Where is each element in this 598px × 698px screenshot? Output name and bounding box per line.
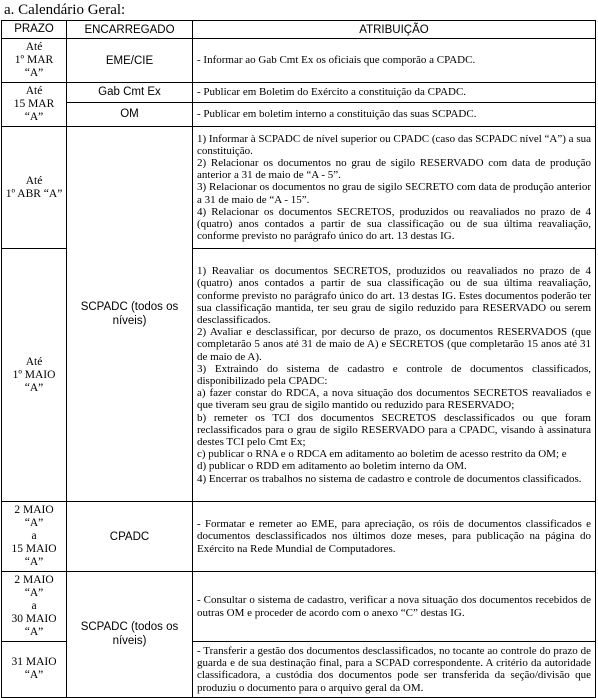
table-header-row — [2, 21, 596, 39]
atribuicao-cell — [193, 83, 596, 103]
table-row — [2, 102, 596, 126]
atribuicao-cell — [193, 127, 596, 249]
atribuicao-text: - Consultar o sistema de cadastro, verificar a nova situação dos documentos recebidos de outras OM e proceder de acordo com o anexo “C” destas IG. — [197, 594, 591, 619]
atribuicao-item: 3) Relacionar os documentos no grau de sigilo SECRETO com data de produção anterior a 31 de maio de “A - 15”. — [197, 181, 591, 206]
column-header-encarregado: ENCARREGADO — [67, 21, 193, 39]
encarregado-cell: OM — [67, 102, 193, 126]
atribuicao-item: c) publicar o RNA e o RDCA em aditamento ao boletim de acesso restrito da OM; e — [197, 448, 567, 461]
prazo-cell — [2, 249, 67, 502]
atribuicao-item: 1) Informar à SCPADC de nível superior ou CPADC (caso das SCPADC nível “A”) a sua constituição. — [197, 132, 591, 157]
table-row — [2, 83, 596, 103]
atribuicao-text: - Informar ao Gab Cmt Ex os oficiais que comporão a CPADC. — [197, 54, 476, 67]
atribuicao-text: - Publicar em boletim interno a constituição das suas SCPADC. — [197, 108, 477, 121]
prazo-line: Até — [25, 41, 43, 53]
atribuicao-item: 3) Extraindo do sistema de cadastro e controle de documentos classificados, disponibilizado pela CPADC: — [197, 362, 591, 387]
prazo-line: 2 MAIO “A” — [14, 504, 54, 529]
prazo-cell — [2, 39, 67, 83]
encarregado-cell: SCPADC (todos os níveis) — [67, 572, 193, 698]
atribuicao-cell — [193, 502, 596, 572]
table-row — [2, 502, 596, 572]
atribuicao-text: - Publicar em Boletim do Exército a constituição da CPADC. — [197, 86, 467, 99]
atribuicao-item: 4) Relacionar os documentos SECRETOS, produzidos ou reavaliados no prazo de 4 (quatro) anos contados a partir de sua classificação ou de sua última reavaliação, conforme previsto no parágrafo único do art. 13 destas IG. — [197, 205, 591, 243]
column-header-atribuicao: ATRIBUIÇÃO — [193, 21, 596, 39]
prazo-line: 30 MAIO “A” — [11, 613, 57, 638]
atribuicao-item: 4) Encerrar os trabalhos no sistema de cadastro e controle de documentos classificados. — [197, 472, 582, 485]
atribuicao-item: d) publicar o RDD em aditamento ao boletim interno da OM. — [197, 460, 467, 473]
atribuicao-item: 2) Relacionar os documentos no grau de sigilo RESERVADO com data de produção anterior a 31 de maio de “A - 5”. — [197, 156, 591, 182]
atribuicao-cell — [193, 249, 596, 502]
prazo-line: 1º MAR “A” — [14, 54, 54, 79]
atribuicao-text: - Transferir a gestão dos documentos desclassificados, no tocante ao controle do prazo de guarda e de sua destinação final, para a SCPAD correspondente. A critério da autoridade classificadora, a custódia dos documentos pode ser transferida da seção/divisão que produziu o documento para o arquivo geral da OM. — [197, 645, 591, 694]
atribuicao-item: 1) Reavaliar os documentos SECRETOS, produzidos ou reavaliados no prazo de 4 (quatro) anos contados a partir de sua classificação ou de sua última reavaliação, conforme previsto no parágrafo único do art. 13 destas IG. Estes documentos poderão ter sua classificação mantida, ter seu grau de sigilo reduzido para RESERVADO ou serem desclassificados. — [197, 265, 591, 326]
prazo-line: Até — [25, 355, 43, 368]
prazo-line: “A” — [24, 111, 44, 123]
prazo-line: Até — [25, 85, 43, 97]
prazo-line: 15 MAIO “A” — [11, 543, 57, 568]
atribuicao-cell — [193, 642, 596, 698]
prazo-cell — [2, 127, 67, 249]
encarregado-cell: CPADC — [67, 502, 193, 572]
section-heading: a. Calendário Geral: — [4, 2, 126, 18]
prazo-line: Até — [25, 174, 43, 187]
prazo-line: 31 MAIO “A” — [11, 656, 57, 682]
table-row — [2, 127, 596, 249]
prazo-cell — [2, 502, 67, 572]
prazo-line: 2 MAIO “A” — [14, 574, 54, 599]
atribuicao-text: - Formatar e remeter ao EME, para apreciação, os róis de documentos classificados e documentos desclassificados nos últimos doze meses, para publicação na página do Exército na Rede Mundial de Computadores. — [197, 518, 591, 555]
prazo-line: a — [31, 600, 37, 612]
table-row — [2, 572, 596, 642]
encarregado-cell: EME/CIE — [67, 39, 193, 83]
encarregado-cell: Gab Cmt Ex — [67, 83, 193, 103]
encarregado-cell: SCPADC (todos os níveis) — [67, 127, 193, 502]
prazo-line: 1º MAIO “A” — [12, 368, 56, 394]
atribuicao-item: b) remeter os TCI dos documentos SECRETOS desclassificados ou que foram reclassificados para o grau de sigilo RESERVADO para a CPADC, visando à assinatura destes TCI pelo Cmt Ex; — [197, 411, 591, 449]
prazo-cell — [2, 83, 67, 127]
atribuicao-cell — [193, 572, 596, 642]
prazo-line: 15 MAR — [13, 98, 55, 110]
prazo-line: a — [31, 530, 37, 542]
calendar-table — [1, 20, 596, 698]
atribuicao-cell — [193, 102, 596, 126]
prazo-cell — [2, 572, 67, 642]
prazo-cell — [2, 642, 67, 698]
atribuicao-item: a) fazer constar do RDCA, a nova situação dos documentos SECRETOS reavaliados e que tiveram seu grau de sigilo mantido ou reduzido para RESERVADO; — [197, 387, 591, 412]
atribuicao-cell — [193, 39, 596, 83]
table-row — [2, 39, 596, 83]
column-header-prazo: PRAZO — [2, 21, 67, 39]
atribuicao-item: 2) Avaliar e desclassificar, por decurso de prazo, os documentos RESERVADOS (que completarão 5 anos até 31 de maio de A) e SECRETOS (que completarão 15 anos até 31 de maio de A). — [197, 326, 591, 363]
prazo-line: 1º ABR “A” — [5, 187, 63, 200]
